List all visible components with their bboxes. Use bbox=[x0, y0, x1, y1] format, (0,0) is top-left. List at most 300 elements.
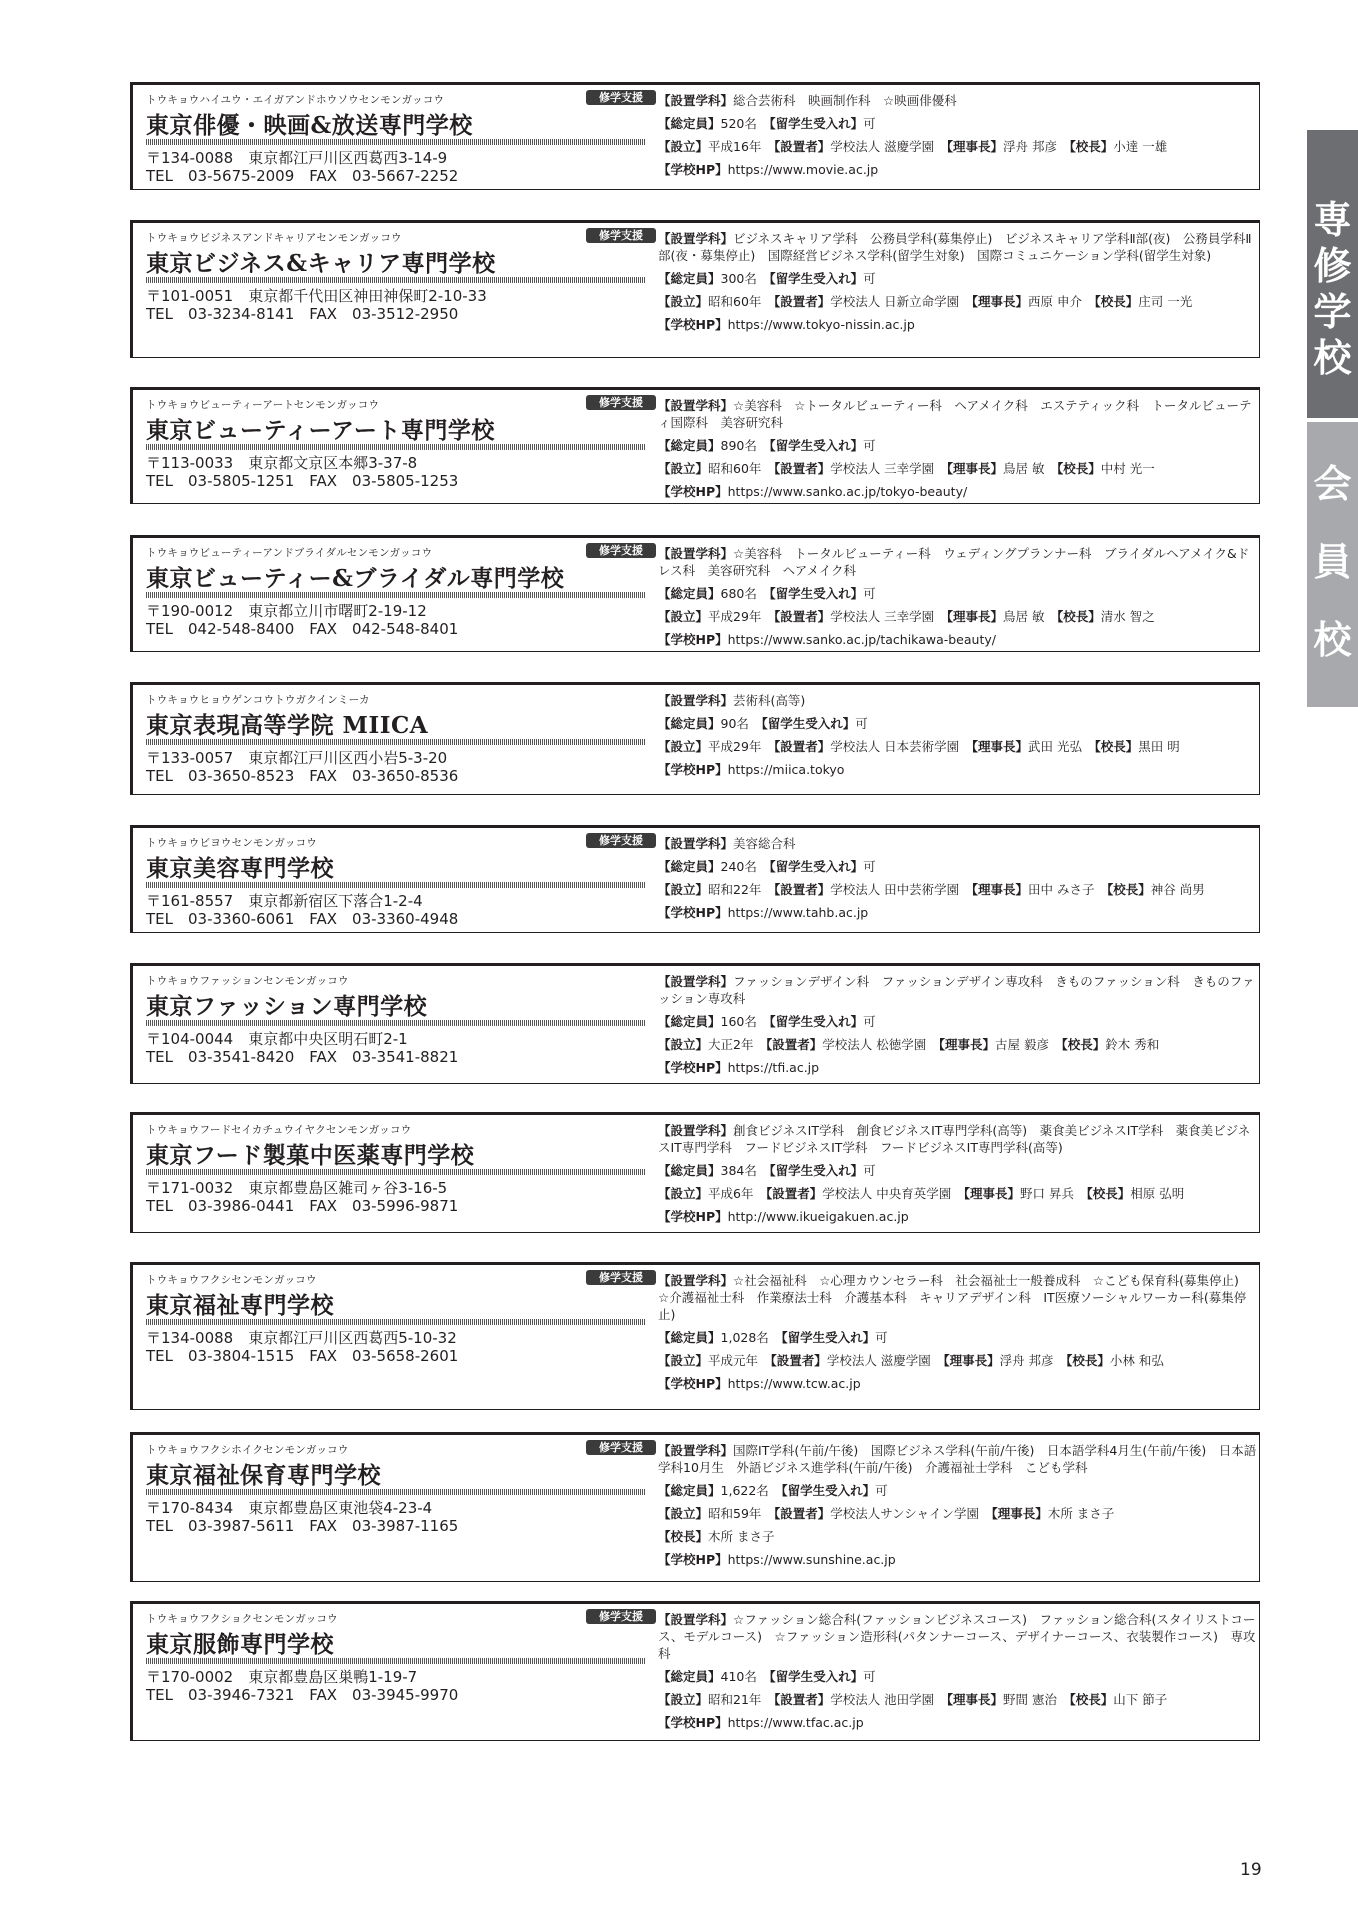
capacity-value: 520名 bbox=[720, 116, 757, 131]
departments-value: ☆ファッション総合科(ファッションビジネスコース) ファッション総合科(スタイリストコース、モデルコース) ☆ファッション造形科(パタンナーコース、デザイナーコース、衣装製作コース) 専攻科 bbox=[658, 1612, 1256, 1661]
capacity-label: 【総定員】 bbox=[658, 859, 721, 874]
founded-label: 【設立】 bbox=[658, 139, 709, 154]
school-address: 〒133-0057 東京都江戸川区西小岩5-3-20 bbox=[146, 749, 448, 767]
capacity-label: 【総定員】 bbox=[658, 1669, 721, 1684]
principal-value: 清水 智之 bbox=[1100, 609, 1155, 624]
founder-value: 学校法人サンシャイン学園 bbox=[830, 1506, 980, 1521]
principal-label: 【校長】 bbox=[1086, 1186, 1131, 1201]
principal-row bbox=[658, 1525, 1258, 1548]
school-kana: トウキョウハイユウ・エイガアンドホウソウセンモンガッコウ bbox=[146, 94, 445, 106]
founded-row bbox=[658, 1502, 1258, 1525]
school-entry bbox=[130, 825, 1260, 933]
capacity-label: 【総定員】 bbox=[658, 716, 721, 731]
founded-row bbox=[658, 135, 1258, 158]
school-tel-fax: TEL 03-5805-1251 FAX 03-5805-1253 bbox=[146, 472, 459, 490]
intl-students-value: 可 bbox=[863, 271, 876, 286]
school-name: 東京美容専門学校 bbox=[146, 855, 334, 882]
departments-row bbox=[658, 89, 1258, 112]
side-tab-char: 員 bbox=[1313, 540, 1352, 584]
school-hp-row bbox=[658, 901, 1258, 924]
chair-label: 【理事長】 bbox=[991, 1506, 1048, 1521]
capacity-value: 410名 bbox=[720, 1669, 757, 1684]
founder-value: 学校法人 滋慶学園 bbox=[830, 139, 935, 154]
departments-row bbox=[658, 397, 1258, 431]
founded-value: 昭和60年 bbox=[708, 294, 762, 309]
capacity-label: 【総定員】 bbox=[658, 1483, 721, 1498]
side-tab-char: 校 bbox=[1313, 336, 1352, 380]
founded-label: 【設立】 bbox=[658, 1186, 709, 1201]
school-name: 東京ビューティー&ブライダル専門学校 bbox=[146, 565, 565, 592]
side-tab-char: 学 bbox=[1313, 290, 1352, 334]
intl-students-value: 可 bbox=[863, 859, 876, 874]
departments-value: 創食ビジネスIT学科 創食ビジネスIT専門学科(高等) 薬食美ビジネスIT学科 薬食美ビジネスIT専門学科 フードビジネスIT学科 フードビジネスIT専門学科(高等) bbox=[658, 1123, 1251, 1155]
founder-value: 学校法人 滋慶学園 bbox=[826, 1353, 931, 1368]
chair-label: 【理事長】 bbox=[946, 139, 1003, 154]
school-kana: トウキョウファッションセンモンガッコウ bbox=[146, 975, 349, 987]
departments-value: 芸術科(高等) bbox=[733, 693, 806, 708]
intl-students-value: 可 bbox=[863, 438, 876, 453]
dotted-divider bbox=[146, 139, 646, 145]
hp-label: 【学校HP】 bbox=[658, 1376, 728, 1391]
school-tel-fax: TEL 042-548-8400 FAX 042-548-8401 bbox=[146, 620, 459, 638]
school-hp-link[interactable]: https://www.tfac.ac.jp bbox=[727, 1715, 864, 1730]
school-name: 東京服飾専門学校 bbox=[146, 1631, 334, 1658]
principal-label: 【校長】 bbox=[658, 1529, 709, 1544]
departments-value: ☆美容科 ☆トータルビューティー科 ヘアメイク科 エステティック科 トータルビューティ国際科 美容研究科 bbox=[658, 398, 1252, 430]
school-kana: トウキョウフクショクセンモンガッコウ bbox=[146, 1613, 338, 1625]
school-name: 東京フード製菓中医薬専門学校 bbox=[146, 1142, 475, 1169]
chair-label: 【理事長】 bbox=[971, 294, 1028, 309]
dotted-divider bbox=[146, 1169, 646, 1175]
chair-value: 浮舟 邦彦 bbox=[1002, 139, 1057, 154]
departments-value: ビジネスキャリア学科 公務員学科(募集停止) ビジネスキャリア学科Ⅱ部(夜) 公務員学科Ⅱ部(夜・募集停止) 国際経営ビジネス学科(留学生対象) 国際コミュニケーション学科(留学生対象) bbox=[658, 231, 1252, 263]
principal-value: 中村 光一 bbox=[1100, 461, 1155, 476]
capacity-row bbox=[658, 855, 1258, 878]
school-name: 東京ファッション専門学校 bbox=[146, 993, 428, 1020]
capacity-row bbox=[658, 582, 1258, 605]
departments-value: 総合芸術科 映画制作科 ☆映画俳優科 bbox=[733, 93, 957, 108]
chair-value: 武田 光弘 bbox=[1027, 739, 1082, 754]
capacity-label: 【総定員】 bbox=[658, 1163, 721, 1178]
founder-label: 【設置者】 bbox=[773, 461, 831, 476]
school-address: 〒170-0002 東京都豊島区巣鴨1-19-7 bbox=[146, 1668, 418, 1686]
school-name: 東京ビジネス&キャリア専門学校 bbox=[146, 250, 496, 277]
principal-value: 山下 節子 bbox=[1113, 1692, 1168, 1707]
departments-label: 【設置学科】 bbox=[658, 1612, 734, 1627]
school-tel-fax: TEL 03-5675-2009 FAX 03-5667-2252 bbox=[146, 167, 459, 185]
school-kana: トウキョウフクシホイクセンモンガッコウ bbox=[146, 1444, 349, 1456]
founded-label: 【設立】 bbox=[658, 882, 709, 897]
school-details bbox=[658, 227, 1258, 336]
school-kana: トウキョウフードセイカチュウイヤクセンモンガッコウ bbox=[146, 1124, 412, 1136]
founded-row bbox=[658, 1182, 1258, 1205]
study-support-badge: 修学支援 bbox=[586, 1609, 656, 1624]
founder-value: 学校法人 中央育英学園 bbox=[822, 1186, 952, 1201]
founder-label: 【設置者】 bbox=[773, 1692, 831, 1707]
founder-value: 学校法人 田中芸術学園 bbox=[830, 882, 960, 897]
departments-row bbox=[658, 545, 1258, 579]
chair-value: 田中 みさ子 bbox=[1027, 882, 1095, 897]
founder-label: 【設置者】 bbox=[773, 1506, 831, 1521]
school-details bbox=[658, 1269, 1258, 1395]
departments-label: 【設置学科】 bbox=[658, 693, 734, 708]
founded-label: 【設立】 bbox=[658, 1353, 709, 1368]
founded-label: 【設立】 bbox=[658, 739, 709, 754]
school-kana: トウキョウヒョウゲンコウトウガクインミーカ bbox=[146, 694, 370, 706]
founder-label: 【設置者】 bbox=[773, 882, 831, 897]
founder-value: 学校法人 日本芸術学園 bbox=[830, 739, 960, 754]
intl-students-label: 【留学生受入れ】 bbox=[761, 716, 856, 731]
founded-value: 昭和59年 bbox=[708, 1506, 762, 1521]
school-address: 〒190-0012 東京都立川市曙町2-19-12 bbox=[146, 602, 427, 620]
capacity-row bbox=[658, 1665, 1258, 1688]
chair-value: 古屋 毅彦 bbox=[995, 1037, 1049, 1052]
departments-value: ☆美容科 トータルビューティー科 ウェディングプランナー科 ブライダルヘアメイク&ドレス科 美容研究科 ヘアメイク科 bbox=[658, 546, 1250, 578]
school-hp-link[interactable]: http://www.ikueigakuen.ac.jp bbox=[727, 1209, 909, 1224]
intl-students-label: 【留学生受入れ】 bbox=[769, 271, 864, 286]
school-kana: トウキョウビヨウセンモンガッコウ bbox=[146, 837, 317, 849]
school-hp-link[interactable]: https://tfi.ac.jp bbox=[727, 1060, 820, 1075]
chair-value: 浮舟 邦彦 bbox=[999, 1353, 1054, 1368]
intl-students-label: 【留学生受入れ】 bbox=[781, 1483, 876, 1498]
principal-label: 【校長】 bbox=[1056, 609, 1101, 624]
founded-label: 【設立】 bbox=[658, 294, 709, 309]
dotted-divider bbox=[146, 1020, 646, 1026]
study-support-badge: 修学支援 bbox=[586, 395, 656, 410]
capacity-row bbox=[658, 1010, 1258, 1033]
school-entry bbox=[130, 220, 1260, 358]
founded-label: 【設立】 bbox=[658, 461, 709, 476]
founder-value: 学校法人 三幸学園 bbox=[830, 609, 935, 624]
hp-label: 【学校HP】 bbox=[658, 905, 728, 920]
study-support-badge: 修学支援 bbox=[586, 228, 656, 243]
founded-label: 【設立】 bbox=[658, 609, 709, 624]
school-name: 東京ビューティーアート専門学校 bbox=[146, 417, 495, 444]
intl-students-label: 【留学生受入れ】 bbox=[769, 586, 864, 601]
principal-label: 【校長】 bbox=[1106, 882, 1151, 897]
principal-label: 【校長】 bbox=[1069, 1692, 1114, 1707]
school-entry bbox=[130, 1432, 1260, 1582]
dotted-divider bbox=[146, 1489, 646, 1495]
dotted-divider bbox=[146, 444, 646, 450]
school-entry bbox=[130, 82, 1260, 190]
study-support-badge: 修学支援 bbox=[586, 833, 656, 848]
principal-label: 【校長】 bbox=[1094, 294, 1139, 309]
capacity-row bbox=[658, 1159, 1258, 1182]
study-support-badge: 修学支援 bbox=[586, 1440, 656, 1455]
capacity-row bbox=[658, 712, 1258, 735]
departments-value: 国際IT学科(午前/午後) 国際ビジネス学科(午前/午後) 日本語学科4月生(午前/午後) 日本語学科10月生 外語ビジネス進学科(午前/午後) 介護福祉士学科 こども学科 bbox=[658, 1443, 1257, 1475]
school-address: 〒134-0088 東京都江戸川区西葛西3-14-9 bbox=[146, 149, 448, 167]
school-kana: トウキョウフクシセンモンガッコウ bbox=[146, 1274, 317, 1286]
capacity-row bbox=[658, 1479, 1258, 1502]
hp-label: 【学校HP】 bbox=[658, 317, 728, 332]
departments-label: 【設置学科】 bbox=[658, 93, 734, 108]
chair-value: 木所 まさ子 bbox=[1047, 1506, 1115, 1521]
founder-value: 学校法人 松徳学園 bbox=[822, 1037, 927, 1052]
school-tel-fax: TEL 03-3234-8141 FAX 03-3512-2950 bbox=[146, 305, 459, 323]
founded-row bbox=[658, 878, 1258, 901]
school-address: 〒170-8434 東京都豊島区東池袋4-23-4 bbox=[146, 1499, 433, 1517]
school-hp-row bbox=[658, 628, 1258, 651]
school-name: 東京福祉保育専門学校 bbox=[146, 1462, 381, 1489]
founder-value: 学校法人 三幸学園 bbox=[830, 461, 935, 476]
school-hp-link[interactable]: https://miica.tokyo bbox=[727, 762, 845, 777]
departments-label: 【設置学科】 bbox=[658, 546, 734, 561]
principal-value: 神谷 尚男 bbox=[1150, 882, 1205, 897]
founded-row bbox=[658, 290, 1258, 313]
school-entry bbox=[130, 963, 1260, 1084]
capacity-label: 【総定員】 bbox=[658, 271, 721, 286]
founded-value: 大正2年 bbox=[708, 1037, 754, 1052]
capacity-value: 90名 bbox=[720, 716, 749, 731]
departments-row bbox=[658, 1122, 1258, 1156]
principal-label: 【校長】 bbox=[1094, 739, 1139, 754]
founder-label: 【設置者】 bbox=[773, 294, 831, 309]
capacity-value: 680名 bbox=[720, 586, 757, 601]
capacity-label: 【総定員】 bbox=[658, 586, 721, 601]
principal-value: 小達 一雄 bbox=[1113, 139, 1168, 154]
founded-value: 平成29年 bbox=[708, 739, 762, 754]
school-address: 〒113-0033 東京都文京区本郷3-37-8 bbox=[146, 454, 418, 472]
school-tel-fax: TEL 03-3986-0441 FAX 03-5996-9871 bbox=[146, 1197, 459, 1215]
departments-row bbox=[658, 689, 1258, 712]
school-details bbox=[658, 1439, 1258, 1571]
chair-label: 【理事長】 bbox=[946, 609, 1003, 624]
school-details bbox=[658, 832, 1258, 924]
chair-value: 鳥居 敏 bbox=[1002, 461, 1045, 476]
principal-label: 【校長】 bbox=[1069, 139, 1114, 154]
hp-label: 【学校HP】 bbox=[658, 1209, 728, 1224]
founded-row bbox=[658, 1033, 1258, 1056]
school-hp-row bbox=[658, 1205, 1258, 1228]
school-name: 東京表現高等学院 MIICA bbox=[146, 712, 429, 739]
chair-label: 【理事長】 bbox=[971, 882, 1028, 897]
departments-label: 【設置学科】 bbox=[658, 398, 734, 413]
departments-row bbox=[658, 1272, 1258, 1323]
principal-value: 鈴木 秀和 bbox=[1105, 1037, 1160, 1052]
departments-label: 【設置学科】 bbox=[658, 1443, 734, 1458]
school-hp-link[interactable]: https://www.sunshine.ac.jp bbox=[727, 1552, 896, 1567]
intl-students-label: 【留学生受入れ】 bbox=[769, 1014, 864, 1029]
founded-label: 【設立】 bbox=[658, 1037, 709, 1052]
founded-label: 【設立】 bbox=[658, 1692, 709, 1707]
school-name: 東京俳優・映画&放送専門学校 bbox=[146, 112, 473, 139]
chair-value: 野間 憲治 bbox=[1002, 1692, 1057, 1707]
school-details bbox=[658, 394, 1258, 503]
page-number: 19 bbox=[1240, 1860, 1262, 1880]
departments-label: 【設置学科】 bbox=[658, 836, 734, 851]
school-address: 〒171-0032 東京都豊島区雑司ヶ谷3-16-5 bbox=[146, 1179, 448, 1197]
founder-label: 【設置者】 bbox=[765, 1186, 823, 1201]
founder-label: 【設置者】 bbox=[773, 139, 831, 154]
capacity-value: 160名 bbox=[720, 1014, 757, 1029]
school-tel-fax: TEL 03-3360-6061 FAX 03-3360-4948 bbox=[146, 910, 459, 928]
hp-label: 【学校HP】 bbox=[658, 484, 728, 499]
principal-value: 庄司 一光 bbox=[1138, 294, 1193, 309]
school-hp-link[interactable]: https://www.tcw.ac.jp bbox=[727, 1376, 861, 1391]
intl-students-value: 可 bbox=[863, 1163, 876, 1178]
founded-row bbox=[658, 1688, 1258, 1711]
school-name: 東京福祉専門学校 bbox=[146, 1292, 334, 1319]
founded-row bbox=[658, 605, 1258, 628]
school-hp-link[interactable]: https://www.sanko.ac.jp/tachikawa-beauty/ bbox=[727, 632, 996, 647]
principal-label: 【校長】 bbox=[1061, 1037, 1106, 1052]
hp-label: 【学校HP】 bbox=[658, 1060, 728, 1075]
principal-value: 相原 弘明 bbox=[1130, 1186, 1185, 1201]
school-details bbox=[658, 1119, 1258, 1228]
intl-students-value: 可 bbox=[875, 1483, 888, 1498]
school-tel-fax: TEL 03-3987-5611 FAX 03-3987-1165 bbox=[146, 1517, 459, 1535]
founder-value: 学校法人 池田学園 bbox=[830, 1692, 935, 1707]
intl-students-label: 【留学生受入れ】 bbox=[769, 438, 864, 453]
chair-label: 【理事長】 bbox=[946, 461, 1003, 476]
school-hp-row bbox=[658, 313, 1258, 336]
capacity-label: 【総定員】 bbox=[658, 1330, 721, 1345]
dotted-divider bbox=[146, 1658, 646, 1664]
hp-label: 【学校HP】 bbox=[658, 162, 728, 177]
founder-label: 【設置者】 bbox=[765, 1037, 823, 1052]
side-tab-char: 専 bbox=[1313, 198, 1352, 242]
school-hp-link[interactable]: https://www.tahb.ac.jp bbox=[727, 905, 869, 920]
intl-students-label: 【留学生受入れ】 bbox=[769, 1669, 864, 1684]
principal-value: 小林 和弘 bbox=[1109, 1353, 1164, 1368]
capacity-value: 890名 bbox=[720, 438, 757, 453]
founder-label: 【設置者】 bbox=[773, 609, 831, 624]
school-hp-link[interactable]: https://www.sanko.ac.jp/tokyo-beauty/ bbox=[727, 484, 968, 499]
side-tab-char: 修 bbox=[1313, 244, 1352, 288]
side-tab-kaiin-ko bbox=[1307, 422, 1358, 707]
side-tab-char: 校 bbox=[1313, 618, 1352, 662]
chair-label: 【理事長】 bbox=[963, 1186, 1021, 1201]
chair-value: 西原 申介 bbox=[1027, 294, 1082, 309]
capacity-label: 【総定員】 bbox=[658, 1014, 721, 1029]
departments-label: 【設置学科】 bbox=[658, 1273, 734, 1288]
founded-value: 平成29年 bbox=[708, 609, 762, 624]
school-details bbox=[658, 970, 1258, 1079]
founded-value: 昭和22年 bbox=[708, 882, 762, 897]
capacity-value: 1,028名 bbox=[720, 1330, 769, 1345]
school-entry bbox=[130, 1601, 1260, 1741]
study-support-badge: 修学支援 bbox=[586, 90, 656, 105]
departments-value: 美容総合科 bbox=[733, 836, 796, 851]
dotted-divider bbox=[146, 1319, 646, 1325]
dotted-divider bbox=[146, 882, 646, 888]
departments-label: 【設置学科】 bbox=[658, 974, 734, 989]
departments-row bbox=[658, 1442, 1258, 1476]
school-tel-fax: TEL 03-3946-7321 FAX 03-3945-9970 bbox=[146, 1686, 459, 1704]
dotted-divider bbox=[146, 277, 646, 283]
school-hp-link[interactable]: https://www.movie.ac.jp bbox=[727, 162, 879, 177]
founded-row bbox=[658, 457, 1258, 480]
school-entry bbox=[130, 1112, 1260, 1233]
school-hp-row bbox=[658, 158, 1258, 181]
school-hp-row bbox=[658, 480, 1258, 503]
intl-students-value: 可 bbox=[863, 1669, 876, 1684]
school-tel-fax: TEL 03-3650-8523 FAX 03-3650-8536 bbox=[146, 767, 459, 785]
intl-students-label: 【留学生受入れ】 bbox=[769, 1163, 864, 1178]
intl-students-value: 可 bbox=[875, 1330, 888, 1345]
founded-label: 【設立】 bbox=[658, 1506, 709, 1521]
intl-students-label: 【留学生受入れ】 bbox=[769, 116, 864, 131]
school-details bbox=[658, 1608, 1258, 1734]
capacity-value: 1,622名 bbox=[720, 1483, 769, 1498]
departments-label: 【設置学科】 bbox=[658, 231, 734, 246]
chair-label: 【理事長】 bbox=[938, 1037, 996, 1052]
study-support-badge: 修学支援 bbox=[586, 543, 656, 558]
departments-row bbox=[658, 1611, 1258, 1662]
hp-label: 【学校HP】 bbox=[658, 1552, 728, 1567]
school-entry bbox=[130, 682, 1260, 795]
side-tab-char: 会 bbox=[1313, 462, 1352, 506]
principal-value: 木所 まさ子 bbox=[708, 1529, 775, 1544]
intl-students-value: 可 bbox=[863, 1014, 876, 1029]
founded-value: 平成16年 bbox=[708, 139, 762, 154]
capacity-row bbox=[658, 112, 1258, 135]
founded-value: 昭和60年 bbox=[708, 461, 762, 476]
school-kana: トウキョウビューティーアンドブライダルセンモンガッコウ bbox=[146, 547, 433, 559]
departments-row bbox=[658, 832, 1258, 855]
capacity-value: 240名 bbox=[720, 859, 757, 874]
school-kana: トウキョウビューティーアートセンモンガッコウ bbox=[146, 399, 380, 411]
intl-students-label: 【留学生受入れ】 bbox=[769, 859, 864, 874]
departments-value: ファッションデザイン科 ファッションデザイン専攻科 きものファッション科 きものファッション専攻科 bbox=[658, 974, 1255, 1006]
school-address: 〒161-8557 東京都新宿区下落合1-2-4 bbox=[146, 892, 423, 910]
hp-label: 【学校HP】 bbox=[658, 762, 728, 777]
school-kana: トウキョウビジネスアンドキャリアセンモンガッコウ bbox=[146, 232, 402, 244]
school-entry bbox=[130, 535, 1260, 652]
school-address: 〒134-0088 東京都江戸川区西葛西5-10-32 bbox=[146, 1329, 457, 1347]
chair-label: 【理事長】 bbox=[943, 1353, 1000, 1368]
intl-students-value: 可 bbox=[855, 716, 868, 731]
side-tab-senshu-gakko bbox=[1307, 130, 1358, 418]
school-entry bbox=[130, 387, 1260, 504]
departments-row bbox=[658, 973, 1258, 1007]
school-hp-link[interactable]: https://www.tokyo-nissin.ac.jp bbox=[727, 317, 915, 332]
chair-label: 【理事長】 bbox=[971, 739, 1028, 754]
founder-label: 【設置者】 bbox=[773, 739, 831, 754]
school-hp-row bbox=[658, 758, 1258, 781]
departments-value: ☆社会福祉科 ☆心理カウンセラー科 社会福祉士一般養成科 ☆こども保育科(募集停止) ☆介護福祉士科 作業療法士科 介護基本科 キャリアデザイン科 IT医療ソーシャルワーカー科(募集停止) bbox=[658, 1273, 1252, 1322]
hp-label: 【学校HP】 bbox=[658, 632, 728, 647]
capacity-value: 384名 bbox=[720, 1163, 757, 1178]
intl-students-value: 可 bbox=[863, 116, 876, 131]
capacity-label: 【総定員】 bbox=[658, 438, 721, 453]
principal-value: 黒田 明 bbox=[1138, 739, 1180, 754]
founder-value: 学校法人 日新立命学園 bbox=[830, 294, 960, 309]
chair-value: 野口 昇兵 bbox=[1020, 1186, 1074, 1201]
school-tel-fax: TEL 03-3541-8420 FAX 03-3541-8821 bbox=[146, 1048, 459, 1066]
study-support-badge: 修学支援 bbox=[586, 1270, 656, 1285]
founded-value: 平成元年 bbox=[708, 1353, 759, 1368]
dotted-divider bbox=[146, 739, 646, 745]
school-hp-row bbox=[658, 1056, 1258, 1079]
departments-label: 【設置学科】 bbox=[658, 1123, 734, 1138]
school-address: 〒104-0044 東京都中央区明石町2-1 bbox=[146, 1030, 408, 1048]
school-address: 〒101-0051 東京都千代田区神田神保町2-10-33 bbox=[146, 287, 487, 305]
dotted-divider bbox=[146, 592, 646, 598]
school-hp-row bbox=[658, 1372, 1258, 1395]
school-hp-row bbox=[658, 1548, 1258, 1571]
founded-row bbox=[658, 1349, 1258, 1372]
school-entry bbox=[130, 1262, 1260, 1410]
principal-label: 【校長】 bbox=[1066, 1353, 1110, 1368]
school-tel-fax: TEL 03-3804-1515 FAX 03-5658-2601 bbox=[146, 1347, 459, 1365]
school-hp-row bbox=[658, 1711, 1258, 1734]
school-details bbox=[658, 89, 1258, 181]
capacity-row bbox=[658, 267, 1258, 290]
departments-row bbox=[658, 230, 1258, 264]
